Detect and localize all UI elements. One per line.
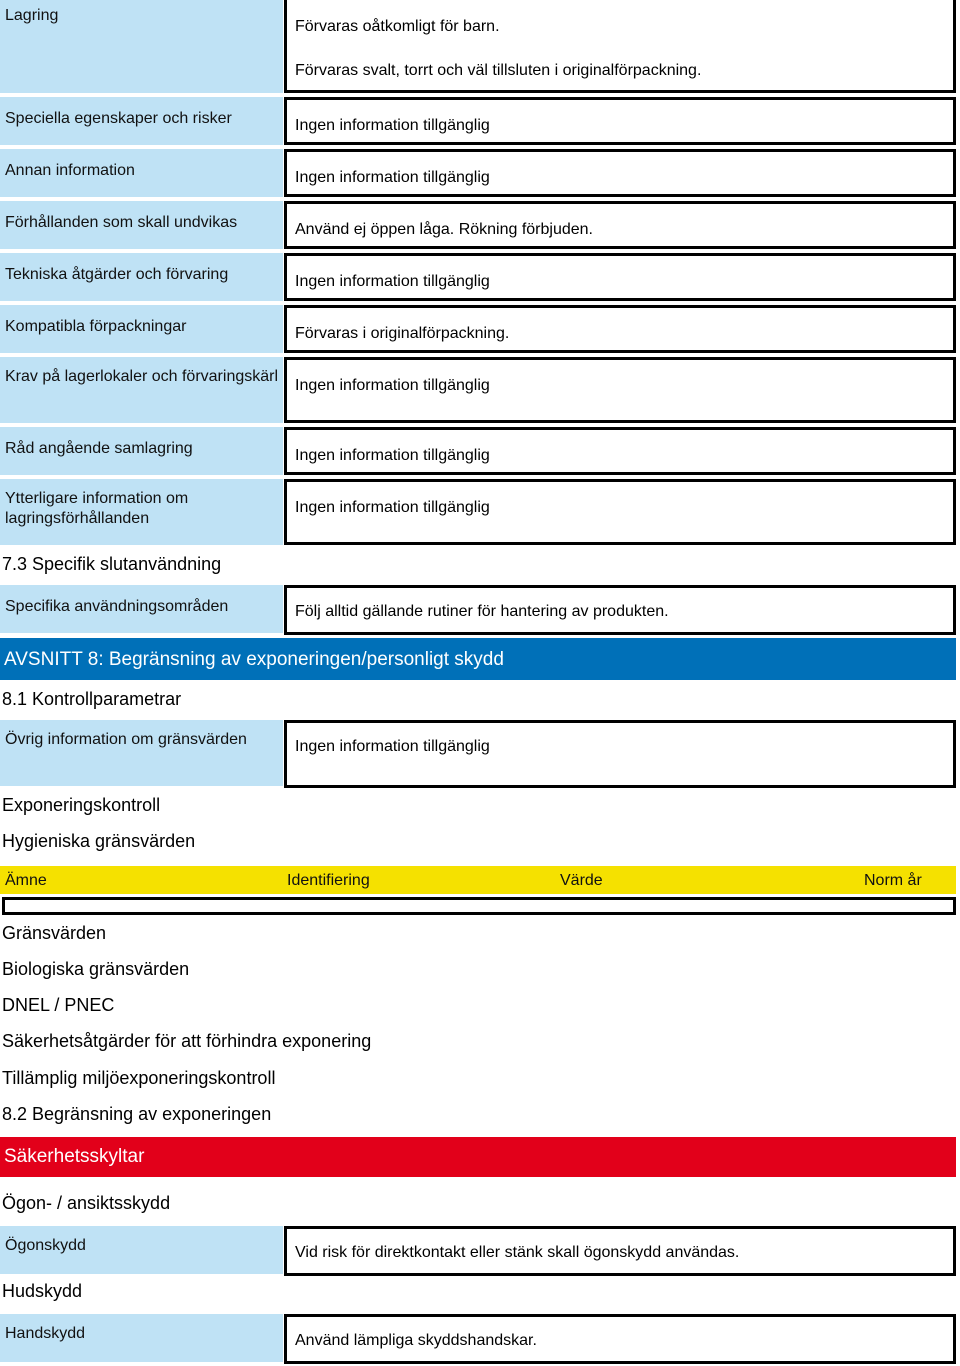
heading-eye-face-protection: Ögon- / ansiktsskydd [2, 1193, 171, 1213]
limits-table-header [0, 866, 956, 894]
heading-env-control: Tillämplig miljöexponeringskontroll [2, 1068, 276, 1088]
section-heading-8-2: 8.2 Begränsning av exponeringen [2, 1104, 272, 1124]
heading-bio-limits: Biologiska gränsvärden [2, 959, 190, 979]
section-heading-8-1: 8.1 Kontrollparametrar [2, 689, 182, 709]
row-value: Ingen information tillgänglig [284, 149, 956, 197]
row-label: Kompatibla förpackningar [0, 305, 283, 353]
row-label: Annan information [0, 149, 283, 197]
row-label: Handskydd [0, 1314, 283, 1362]
col-header-identification: Identifiering [287, 872, 370, 889]
row-value: Använd ej öppen låga. Rökning förbjuden. [284, 201, 956, 249]
row-label: Ytterligare information om lagringsförhållanden [0, 479, 283, 545]
section-8-title-bar: AVSNITT 8: Begränsning av exponeringen/personligt skydd [0, 638, 956, 680]
heading-skin-protection: Hudskydd [2, 1281, 83, 1301]
row-label: Lagring [0, 0, 283, 93]
heading-dnel-pnec: DNEL / PNEC [2, 995, 115, 1015]
row-value: Förvaras i originalförpackning. [284, 305, 956, 353]
row-value: Ingen information tillgänglig [284, 479, 956, 545]
row-label: Speciella egenskaper och risker [0, 97, 283, 145]
row-label: Råd angående samlagring [0, 427, 283, 475]
section-heading-7-3: 7.3 Specifik slutanvändning [2, 554, 222, 574]
heading-safety-measures: Säkerhetsåtgärder för att förhindra exponering [2, 1031, 372, 1051]
limits-table-empty-row [2, 897, 956, 915]
col-header-substance: Ämne [5, 872, 47, 889]
col-header-value: Värde [560, 872, 603, 889]
row-label: Övrig information om gränsvärden [0, 720, 283, 786]
row-value: Vid risk för direktkontakt eller stänk skall ögonskydd användas. [284, 1226, 956, 1276]
row-value: Följ alltid gällande rutiner för hantering av produkten. [284, 585, 956, 635]
row-label: Tekniska åtgärder och förvaring [0, 253, 283, 301]
row-value: Ingen information tillgänglig [284, 427, 956, 475]
row-value: Ingen information tillgänglig [284, 720, 956, 788]
row-value: Ingen information tillgänglig [284, 97, 956, 145]
safety-signs-bar: Säkerhetsskyltar [0, 1137, 956, 1177]
heading-hygienic-limits: Hygieniska gränsvärden [2, 831, 196, 851]
row-label: Specifika användningsområden [0, 585, 283, 633]
row-value [284, 0, 956, 93]
row-value: Använd lämpliga skyddshandskar. [284, 1314, 956, 1364]
heading-limits: Gränsvärden [2, 923, 107, 943]
row-value: Ingen information tillgänglig [284, 253, 956, 301]
row-value-line: Förvaras svalt, torrt och väl tillsluten i originalförpackning. [295, 62, 702, 79]
col-header-norm-year: Norm år [864, 872, 922, 889]
row-label: Krav på lagerlokaler och förvaringskärl [0, 357, 283, 423]
heading-exposure-control: Exponeringskontroll [2, 795, 161, 815]
row-label: Ögonskydd [0, 1226, 283, 1274]
row-label: Förhållanden som skall undvikas [0, 201, 283, 249]
row-value-line: Förvaras oåtkomligt för barn. [295, 18, 500, 35]
row-value: Ingen information tillgänglig [284, 357, 956, 423]
